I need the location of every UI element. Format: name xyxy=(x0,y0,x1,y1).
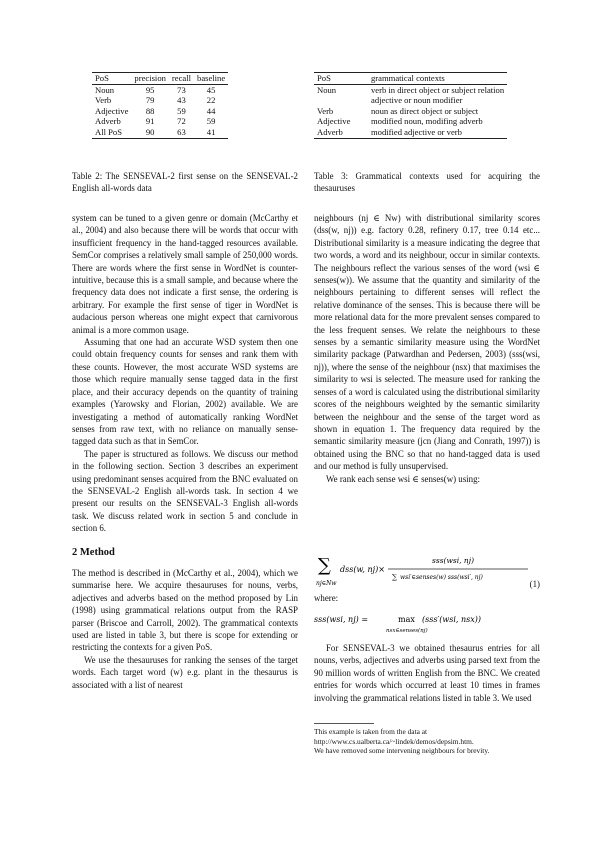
footnote-2: We have removed some intervening neighbours for brevity. xyxy=(314,746,490,756)
table-cell: noun as direct object or subject xyxy=(371,105,479,116)
footnote-1: This example is taken from the data at http://www.cs.ualberta.ca/~lindek/demos/depsim.htm. xyxy=(314,727,474,746)
equation-1 xyxy=(314,545,540,589)
table-row xyxy=(92,95,228,106)
svg-text:sss(wsi, nj) =: sss(wsi, nj) = xyxy=(314,615,369,624)
paragraph: neighbours (nj ∈ Nw) with distributional similarity scores (dss(w, nj)) e.g. factory 0.28, refinery 0.17, tree 0.14 etc... Distributional similarity is a measure indicating the degree that two words, a word and its neighbour, occur in similar contexts. The neighbours reflect the various senses of the word (wsi ∈ senses(w)). We assume that the quantity and similarity of the neighbours pertaining to different senses will reflect the relative dominance of the senses. This is because there will be more relational data for the more prevalent senses compared to the less frequent senses. We relate the neighbours to these senses by a semantic similarity measure using the WordNet similarity package (Patwardhan and Pedersen, 2003) (sss(wsi, nj)), where the sense of the neighbour (nsx) that maximises the similarity to wsi is selected. The measure used for ranking the senses of a word is calculated using the distributional similarity scores of the neighbours weighted by the semantic similarity between the neighbour and the sense of the target word as shown in equation 1. The frequency data required by the semantic similarity measure (jcn (Jiang and Conrath, 1997)) is obtained using the BNC so that no hand-tagged data is used and our method is fully unsupervised. xyxy=(314,213,540,472)
table-cell: adjective or noun modifier xyxy=(371,95,463,106)
table-cell: 43 xyxy=(177,95,186,106)
table-row xyxy=(92,116,228,127)
table-row xyxy=(314,84,507,95)
svg-text:sss(wsi, nj): sss(wsi, nj) xyxy=(432,556,474,565)
svg-text:(sss′(wsi, nsx)): (sss′(wsi, nsx)) xyxy=(422,615,481,624)
footnotes xyxy=(314,727,540,756)
paragraph: The method is described in (McCarthy et al., 2004), which we summarise here. We acquire thesauruses for nouns, verbs, adjectives and adverbs based on the method proposed by Lin (1998) using grammatical relations output from the RASP parser (Briscoe and Carroll, 2002). The grammatical contexts used are listed in table 3, but there is scope for extending or restricting the contexts for a given PoS. xyxy=(72,567,298,653)
equation-sss xyxy=(314,608,540,636)
table-cell: Adverb xyxy=(317,126,343,137)
table-row xyxy=(314,127,507,138)
table-cell: 72 xyxy=(177,116,186,127)
table-cell: 59 xyxy=(177,105,186,116)
paragraph: system can be tuned to a given genre or domain (McCarthy et al., 2004) and also because there will be words that occur with insufficient frequency in the hand-tagged resources available. SemCor comprises a relatively small sample of 250,000 words. There are words where the first sense in WordNet is counter-intuitive, because this is a small sample, and because where the frequency data does not indicate a first sense, the ordering is arbitrary. For example the first sense of tiger in WordNet is audacious person whereas one might expect that carnivorous animal is a more common usage. xyxy=(72,213,298,335)
equation-graphic xyxy=(314,545,540,589)
paragraph: For SENSEVAL-3 we obtained thesaurus entries for all nouns, verbs, adjectives and adverbs using parsed text from the 90 million words of written English from the BNC. We created entries for words which occurred at least 10 times in frames involving the grammatical relations listed in table 3. We used xyxy=(314,643,540,703)
table-cell: 88 xyxy=(145,105,155,116)
table-cell: verb in direct object or subject relation xyxy=(371,84,505,95)
table-cell: 91 xyxy=(145,116,155,127)
table-cell: Adjective xyxy=(95,105,129,116)
table-2-caption: Table 2: The SENSEVAL-2 first sense on the SENSEVAL-2 English all-words data xyxy=(72,171,298,194)
svg-text:dss(w, nj)×: dss(w, nj)× xyxy=(340,565,385,574)
svg-text:max: max xyxy=(398,615,415,624)
table-cell: modified adjective or verb xyxy=(371,126,462,137)
table-row xyxy=(92,84,228,95)
paragraph: We use the thesauruses for ranking the senses of the target words. Each target word (w) e.g. plant in the thesaurus is associated with a list of nearest xyxy=(72,654,298,690)
svg-text:∑: ∑ xyxy=(318,555,331,576)
equation-number: (1) xyxy=(529,579,540,589)
table-header: grammatical contexts xyxy=(371,73,445,83)
svg-text:wsi′∈senses(w) sss(wsi′, nj): wsi′∈senses(w) sss(wsi′, nj) xyxy=(400,574,483,581)
table-3 xyxy=(314,72,507,139)
svg-text:nj∈Nw: nj∈Nw xyxy=(316,580,337,587)
table-cell: 63 xyxy=(177,126,186,137)
paragraph: Assuming that one had an accurate WSD system then one could obtain frequency counts for senses and rank them with these counts. However, the most accurate WSD systems are those which require manually sense tagged data in the first place, and their accuracy depends on the quantity of training examples (Yarowsky and Florian, 2002) available. We are investigating a method of automatically ranking WordNet senses from raw text, with no reliance on manually sense-tagged data such as that in SemCor. xyxy=(72,337,298,447)
table-row xyxy=(92,127,228,138)
table-cell: Adjective xyxy=(317,116,351,127)
table-cell xyxy=(314,95,368,106)
table-row xyxy=(314,95,507,106)
table-cell: 44 xyxy=(206,105,216,116)
table-cell: 22 xyxy=(206,95,216,106)
svg-text:∑: ∑ xyxy=(392,573,397,581)
table-cell: 73 xyxy=(177,84,186,95)
table-cell: 41 xyxy=(206,126,216,137)
table-cell: Noun xyxy=(95,84,115,95)
right-column-lower xyxy=(314,642,540,704)
table-cell: Verb xyxy=(95,95,112,106)
table-header: recall xyxy=(171,73,192,83)
left-column xyxy=(72,212,298,691)
equation-sss-graphic xyxy=(314,608,540,636)
table-cell: Noun xyxy=(317,84,337,95)
table-header: PoS xyxy=(317,73,331,83)
table-cell: 95 xyxy=(145,84,155,95)
table-cell: All PoS xyxy=(95,126,122,137)
table-cell: 79 xyxy=(145,95,155,106)
table-header: precision xyxy=(134,73,166,83)
table-row xyxy=(92,106,228,117)
table-cell: Adverb xyxy=(95,116,121,127)
section-heading: 2 Method xyxy=(72,546,115,558)
table-cell: Verb xyxy=(317,105,334,116)
table-row xyxy=(314,116,507,127)
table-cell: 90 xyxy=(145,126,155,137)
right-column xyxy=(314,212,540,485)
table-header: baseline xyxy=(197,73,226,83)
paragraph: The paper is structured as follows. We discuss our method in the following section. Section 3 describes an experiment using predominant senses acquired from the BNC evaluated on the SENSEVAL-2 English all-words task. In section 4 we present our results on the SENSEVAL-3 English all-words task. We discuss related work in section 5 and conclude in section 6. xyxy=(72,448,298,534)
table-cell: 59 xyxy=(206,116,216,127)
table-2 xyxy=(92,72,228,139)
table-cell: modified noun, modifing adverb xyxy=(371,116,483,127)
footnote-rule xyxy=(314,723,374,724)
table-row xyxy=(314,106,507,117)
svg-text:nsx∈senses(nj): nsx∈senses(nj) xyxy=(386,628,428,634)
where-label: where: xyxy=(314,593,339,603)
paragraph: We rank each sense wsi ∈ senses(w) using: xyxy=(326,473,480,484)
table-cell: 45 xyxy=(206,84,216,95)
table-3-caption: Table 3: Grammatical contexts used for acquiring the thesauruses xyxy=(314,171,540,194)
table-header: PoS xyxy=(95,73,109,83)
